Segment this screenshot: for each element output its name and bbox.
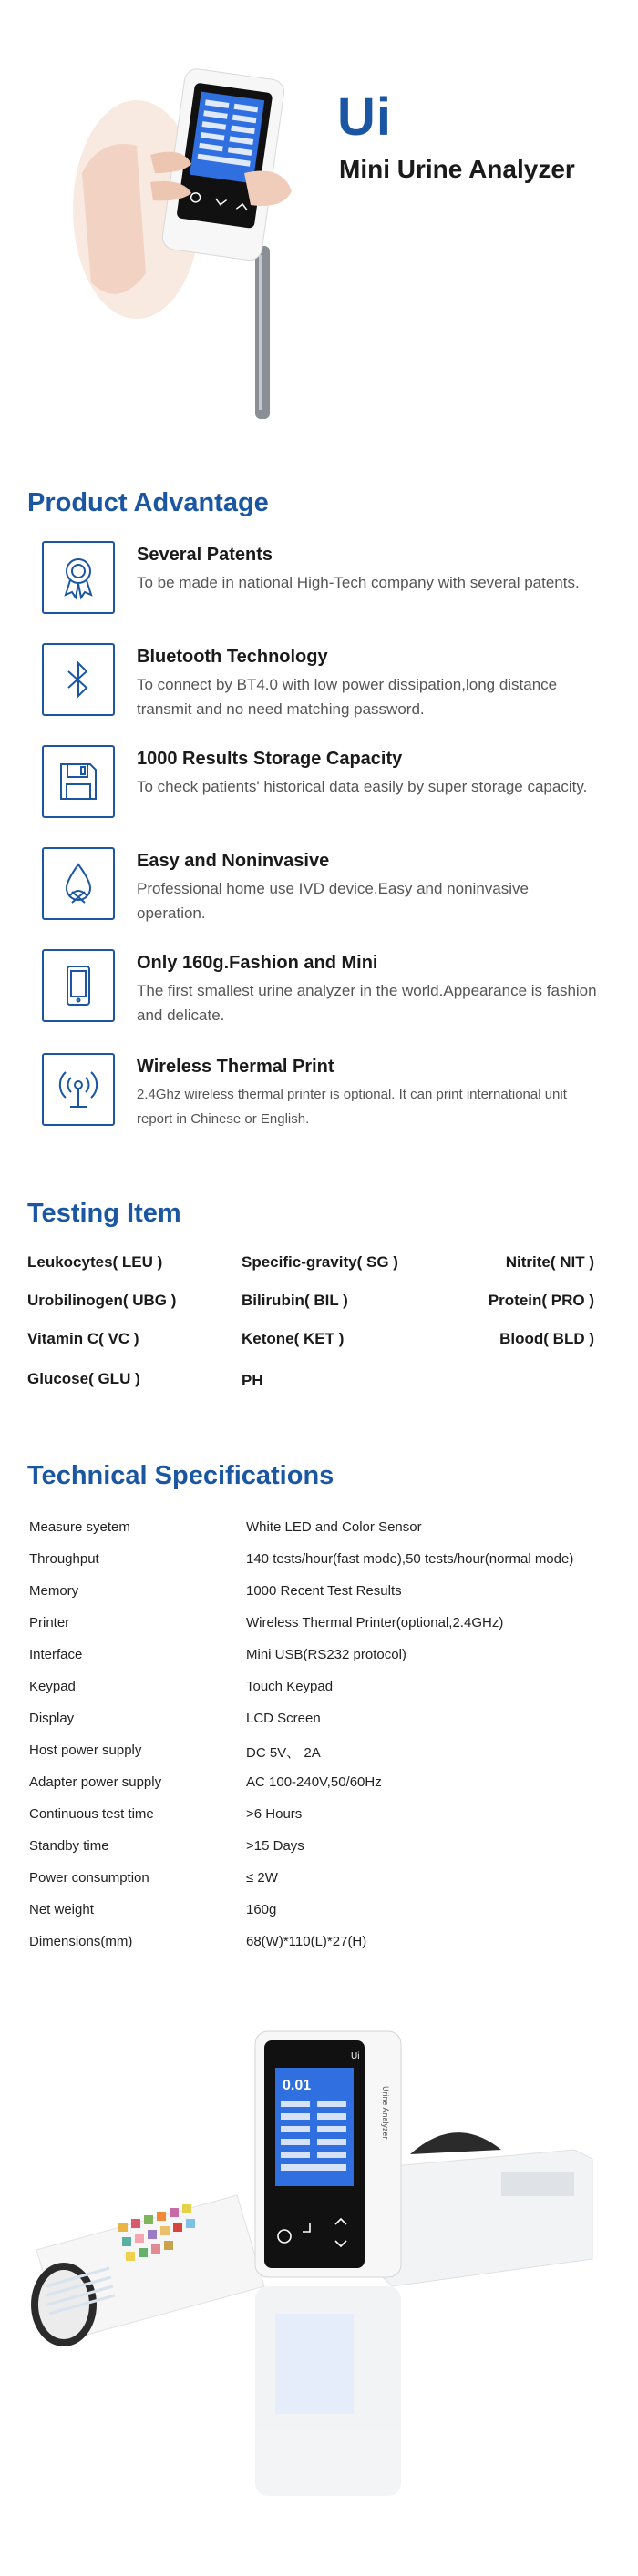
testing-item: Urobilinogen( UBG ) xyxy=(27,1292,177,1309)
spec-key: Measure syetem xyxy=(29,1519,130,1535)
floppy-disk-icon xyxy=(42,745,115,818)
bluetooth-icon xyxy=(42,643,115,716)
testing-item-title: Testing Item xyxy=(27,1199,181,1228)
spec-value: 140 tests/hour(fast mode),50 tests/hour(normal mode) xyxy=(246,1551,574,1567)
advantage-description: 2.4Ghz wireless thermal printer is optional. It can print international unit report in Chinese or English. xyxy=(137,1087,567,1127)
spec-key: Keypad xyxy=(29,1679,76,1694)
spec-key: Interface xyxy=(29,1647,83,1662)
testing-item: Bilirubin( BIL ) xyxy=(242,1292,348,1309)
spec-row xyxy=(29,1743,612,1770)
water-drop-icon xyxy=(42,847,115,920)
spec-row xyxy=(29,1647,612,1674)
spec-key: Adapter power supply xyxy=(29,1774,162,1790)
spec-value: 1000 Recent Test Results xyxy=(246,1583,402,1599)
spec-value: ≤ 2W xyxy=(246,1870,278,1886)
technical-specifications-title: Technical Specifications xyxy=(27,1461,334,1490)
product-set-image xyxy=(27,2013,611,2550)
award-ribbon-icon xyxy=(42,541,115,614)
spec-key: Throughput xyxy=(29,1551,99,1567)
advantage-title: Several Patents xyxy=(137,545,273,565)
spec-value: DC 5V、 2A xyxy=(246,1745,321,1761)
testing-item: Protein( PRO ) xyxy=(488,1292,594,1309)
spec-key: Net weight xyxy=(29,1902,94,1917)
advantage-description: Professional home use IVD device.Easy and noninvasive operation. xyxy=(137,880,529,922)
spec-key: Memory xyxy=(29,1583,79,1599)
spec-value: 68(W)*110(L)*27(H) xyxy=(246,1934,367,1949)
spec-row xyxy=(29,1838,612,1866)
test-strip-bottle-image xyxy=(31,2195,264,2346)
hero-subtitle: Mini Urine Analyzer xyxy=(339,155,575,183)
analyzer-device-image xyxy=(255,2031,401,2277)
testing-item: Ketone( KET ) xyxy=(242,1330,345,1347)
spec-row xyxy=(29,1774,612,1802)
hero-banner xyxy=(0,0,638,419)
spec-row xyxy=(29,1806,612,1834)
advantage-title: Only 160g.Fashion and Mini xyxy=(137,953,378,973)
spec-value: LCD Screen xyxy=(246,1711,321,1726)
advantage-item xyxy=(42,949,616,1031)
spec-row xyxy=(29,1551,612,1579)
spec-value: >15 Days xyxy=(246,1838,304,1854)
spec-key: Display xyxy=(29,1711,75,1726)
spec-row xyxy=(29,1902,612,1929)
spec-row xyxy=(29,1583,612,1610)
advantage-title: Bluetooth Technology xyxy=(137,647,328,667)
testing-item: Leukocytes( LEU ) xyxy=(27,1253,163,1271)
tablet-icon xyxy=(42,949,115,1022)
advantage-description: The first smallest urine analyzer in the world.Appearance is fashion and delicate. xyxy=(137,982,597,1024)
advantage-item xyxy=(42,1053,616,1135)
device-reading: 0.01 xyxy=(283,2078,312,2093)
spec-key: Continuous test time xyxy=(29,1806,154,1822)
advantage-item xyxy=(42,643,616,725)
spec-key: Dimensions(mm) xyxy=(29,1934,133,1949)
testing-item: Glucose( GLU ) xyxy=(27,1370,140,1387)
testing-item: Blood( BLD ) xyxy=(499,1330,594,1347)
spec-row xyxy=(29,1711,612,1738)
testing-item: PH xyxy=(242,1372,263,1389)
advantage-description: To check patients' historical data easily by super storage capacity. xyxy=(137,778,588,795)
product-advantage-title: Product Advantage xyxy=(27,488,269,517)
spec-value: AC 100-240V,50/60Hz xyxy=(246,1774,382,1790)
spec-value: Mini USB(RS232 protocol) xyxy=(246,1647,406,1662)
spec-key: Host power supply xyxy=(29,1743,142,1758)
spec-key: Printer xyxy=(29,1615,70,1630)
advantage-description: To connect by BT4.0 with low power dissipation,long distance transmit and no need matching password. xyxy=(137,676,558,718)
spec-key: Power consumption xyxy=(29,1870,149,1886)
spec-value: Touch Keypad xyxy=(246,1679,334,1694)
testing-item: Nitrite( NIT ) xyxy=(505,1253,594,1271)
testing-item: Vitamin C( VC ) xyxy=(27,1330,139,1347)
testing-item: Specific-gravity( SG ) xyxy=(242,1253,398,1271)
spec-value: 160g xyxy=(246,1902,277,1917)
spec-row xyxy=(29,1870,612,1897)
spec-row xyxy=(29,1615,612,1642)
testing-item-grid xyxy=(27,1253,594,1417)
thermal-printer-image xyxy=(374,2132,592,2286)
wireless-signal-icon xyxy=(42,1053,115,1126)
advantage-item xyxy=(42,541,616,623)
advantage-description: To be made in national High-Tech company with several patents. xyxy=(137,574,580,591)
hero-device-in-hand-image xyxy=(64,36,337,419)
device-brand-mark: Ui xyxy=(351,2051,360,2061)
spec-row xyxy=(29,1679,612,1706)
spec-value: White LED and Color Sensor xyxy=(246,1519,422,1535)
hero-brand-title: Ui xyxy=(337,87,392,147)
advantage-title: 1000 Results Storage Capacity xyxy=(137,749,403,769)
advantage-title: Wireless Thermal Print xyxy=(137,1057,334,1077)
advantage-item xyxy=(42,745,616,827)
spec-row xyxy=(29,1934,612,1961)
spec-value: >6 Hours xyxy=(246,1806,303,1822)
spec-row xyxy=(29,1519,612,1547)
spec-key: Standby time xyxy=(29,1838,109,1854)
spec-value: Wireless Thermal Printer(optional,2.4GHz) xyxy=(246,1615,504,1630)
advantage-title: Easy and Noninvasive xyxy=(137,851,330,871)
advantage-item xyxy=(42,847,616,929)
device-side-label: Urine Analyzer xyxy=(381,2086,390,2140)
